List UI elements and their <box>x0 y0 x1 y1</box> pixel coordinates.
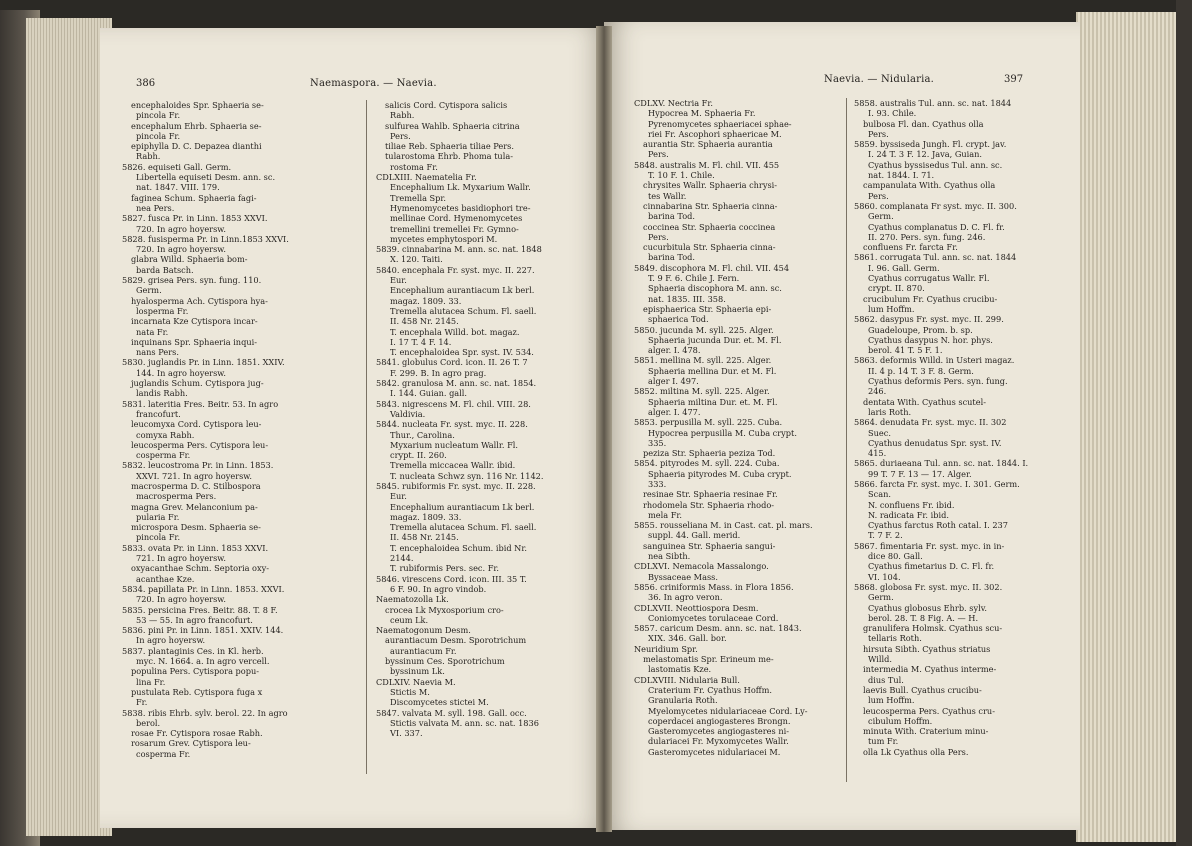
entry-line: N. radicata Fr. ibid. <box>868 509 949 520</box>
right-page-number: 397 <box>1004 74 1024 85</box>
entry-line: II. 458 Nr. 2145. <box>390 532 459 543</box>
entry-line: aurantiacum Desm. Sporotrichum <box>385 635 527 646</box>
entry-line: leucosperma Pers. Cytispora leu- <box>131 439 269 450</box>
entry-line: 5847. valvata M. syll. 198. Gall. occ. <box>376 707 527 718</box>
entry-line: pincola Fr. <box>136 130 181 141</box>
entry-line: glabra Willd. Sphaeria bom- <box>131 254 248 265</box>
entry-line: tiliae Reb. Sphaeria tiliae Pers. <box>385 141 514 152</box>
entry-line: lina Fr. <box>136 676 166 687</box>
left-column-2 <box>376 100 543 738</box>
entry-line: barda Batsch. <box>136 264 194 275</box>
entry-line: 5848. australis M. Fl. chil. VII. 455 <box>634 159 780 170</box>
entry-line: T. rubiformis Pers. sec. Fr. <box>390 563 500 574</box>
entry-line: rostoma Fr. <box>390 161 438 172</box>
entry-line: cucurbitula Str. Sphaeria cinna- <box>643 242 776 253</box>
entry-line: coperdacei angiogasteres Brongn. <box>648 715 791 726</box>
entry-line: laris Roth. <box>868 406 912 417</box>
entry-line: 720. In agro hoyersw. <box>136 244 226 255</box>
entry-line: Discomycetes stictei M. <box>390 697 489 708</box>
entry-line: T. 10 F. 1. Chile. <box>648 170 715 181</box>
entry-line: magna Grev. Melanconium pa- <box>131 501 258 512</box>
entry-line: Suec. <box>868 427 891 438</box>
right-column-1 <box>634 98 813 757</box>
entry-line: T. 9 F. 6. Chile J. Fern. <box>648 273 740 284</box>
entry-line: Pyrenomycetes sphaeriacei sphae- <box>648 118 792 129</box>
entry-line: episphaerica Str. Sphaeria epi- <box>643 303 772 314</box>
entry-line: encephaloides Spr. Sphaeria se- <box>131 100 264 110</box>
entry-line: alger I. 497. <box>648 376 699 387</box>
entry-line: aurantiacum Fr. <box>390 645 457 656</box>
entry-line: Gasteromycetes angiogasteres ni- <box>648 726 789 737</box>
entry-line: Germ. <box>136 285 162 296</box>
entry-line: dentata With. Cyathus scutel- <box>863 396 986 407</box>
entry-line: tum Fr. <box>868 736 899 747</box>
entry-line: pincola Fr. <box>136 532 181 543</box>
entry-line: 5861. corrugata Tul. ann. sc. nat. 1844 <box>854 252 1017 263</box>
entry-line: confluens Fr. farcta Fr. <box>863 242 958 253</box>
entry-line: dulariacei Fr. Myxomycetes Wallr. <box>648 736 789 747</box>
entry-line: hyalosperma Ach. Cytispora hya- <box>131 295 268 306</box>
entry-line: crocea Lk Myxosporium cro- <box>385 604 504 615</box>
entry-line: 721. In agro hoyersw. <box>136 553 226 564</box>
entry-line: I. 144. Guian. gall. <box>390 388 468 399</box>
entry-line: laevis Bull. Cyathus crucibu- <box>863 684 982 695</box>
entry-line: Tremella alutacea Schum. Fl. saell. <box>390 522 537 533</box>
entry-line: 144. In agro hoyersw. <box>136 367 226 378</box>
entry-line: francofurt. <box>136 408 181 419</box>
entry-line: macrosperma Pers. <box>136 491 217 502</box>
entry-line: barina Tod. <box>648 211 696 222</box>
entry-line: CDLXV. Nectria Fr. <box>634 98 713 108</box>
entry-line: 5852. miltina M. syll. 225. Alger. <box>634 386 770 397</box>
entry-line: Pers. <box>868 128 889 139</box>
entry-line: lum Hoffm. <box>868 303 915 314</box>
entry-line: magaz. 1809. 33. <box>390 511 462 522</box>
entry-line: tellaris Roth. <box>868 633 922 644</box>
entry-line: magaz. 1809. 33. <box>390 295 462 306</box>
entry-line: berol. <box>136 717 161 728</box>
entry-line: Sphaeria discophora M. ann. sc. <box>648 283 782 294</box>
entry-line: Coniomycetes torulaceae Cord. <box>648 612 779 623</box>
entry-line: bulbosa Fl. dan. Cyathus olla <box>863 118 984 129</box>
entry-line: intermedia M. Cyathus interme- <box>863 664 997 675</box>
entry-line: Tremella Spr. <box>390 192 447 203</box>
entry-line: lastomatis Kze. <box>648 664 712 675</box>
entry-line: mela Fr. <box>648 509 683 520</box>
entry-line: rosae Fr. Cytispora rosae Rabh. <box>131 728 263 739</box>
entry-line: tremellini tremellei Fr. Gymno- <box>390 223 519 234</box>
entry-line: T. encephala Willd. bot. magaz. <box>390 326 520 337</box>
entry-line: byssinum Ces. Sporotrichum <box>385 656 505 667</box>
entry-line: 5864. denudata Fr. syst. myc. II. 302 <box>854 417 1007 428</box>
entry-line: 5842. granulosa M. ann. sc. nat. 1854. <box>376 378 537 389</box>
entry-line: 5836. pini Pr. in Linn. 1851. XXIV. 144. <box>122 625 284 636</box>
entry-line: 5868. globosa Fr. syst. myc. II. 302. <box>854 581 1003 592</box>
entry-line: Cyathus complanatus D. C. Fl. fr. <box>868 221 1005 232</box>
entry-line: Libertella equiseti Desm. ann. sc. <box>136 172 276 183</box>
entry-line: Sphaeria miltina Dur. et. M. Fl. <box>648 396 778 407</box>
entry-line: CDLXVIII. Nidularia Bull. <box>634 674 740 685</box>
entry-line: Cyathus farctus Roth catal. I. 237 <box>868 520 1008 531</box>
entry-line: T. 7 F. 2. <box>868 530 903 541</box>
entry-line: cinnabarina Str. Sphaeria cinna- <box>643 200 778 211</box>
entry-line: Stictis M. <box>390 686 430 697</box>
entry-line: alger. I. 478. <box>648 345 701 356</box>
entry-line: 99 T. 7 F. 13 — 17. Alger. <box>868 468 972 479</box>
entry-line: nans Pers. <box>136 347 179 358</box>
entry-line: 5860. complanata Fr syst. myc. II. 300. <box>854 200 1017 211</box>
entry-line: Germ. <box>868 592 894 603</box>
entry-line: 5833. ovata Pr. in Linn. 1853 XXVI. <box>122 542 269 553</box>
entry-line: 5846. virescens Cord. icon. III. 35 T. <box>376 573 527 584</box>
entry-line: 5857. caricum Desm. ann. sc. nat. 1843. <box>634 623 802 634</box>
entry-line: Encephalium aurantiacum Lk berl. <box>390 285 535 296</box>
entry-line: Cyathus globosus Ehrb. sylv. <box>868 602 987 613</box>
entry-line: lum Hoffm. <box>868 695 915 706</box>
entry-line: II. 458 Nr. 2145. <box>390 316 459 327</box>
column-rule <box>846 98 847 782</box>
entry-line: In agro hoyersw. <box>136 635 206 646</box>
entry-line: 5849. discophora M. Fl. chil. VII. 454 <box>634 262 790 273</box>
entry-line: 5850. jucunda M. syll. 225. Alger. <box>634 324 774 335</box>
entry-line: Cyathus corrugatus Wallr. Fl. <box>868 273 990 284</box>
entry-line: 5829. grisea Pers. syn. fung. 110. <box>122 275 262 286</box>
entry-line: minuta With. Craterium minu- <box>863 726 989 737</box>
entry-line: Scan. <box>868 489 891 500</box>
entry-line: cosperma Fr. <box>136 748 191 759</box>
entry-line: 6 F. 90. In agro vindob. <box>390 583 487 594</box>
entry-line: Tremella alutacea Schum. Fl. saell. <box>390 305 537 316</box>
entry-line: suppl. 44. Gall. merid. <box>648 530 741 541</box>
entry-line: 246. <box>868 386 887 397</box>
entry-line: Pers. <box>868 190 889 201</box>
page-edges-right <box>1076 12 1180 842</box>
right-column-2 <box>854 98 1028 757</box>
left-page-number: 386 <box>136 78 156 89</box>
entry-line: T. encephaloidea Schum. ibid Nr. <box>390 542 527 553</box>
entry-line: I. 93. Chile. <box>868 108 917 119</box>
entry-line: nea Pers. <box>136 202 175 213</box>
entry-line: olla Lk Cyathus olla Pers. <box>863 746 969 757</box>
entry-line: Byssaceae Mass. <box>648 571 718 582</box>
entry-line: rosarum Grev. Cytispora leu- <box>131 738 251 749</box>
entry-line: 5843. nigrescens M. Fl. chil. VIII. 28. <box>376 398 531 409</box>
entry-line: Sphaeria pityrodes M. Cuba crypt. <box>648 468 792 479</box>
entry-line: 5835. persicina Fres. Beitr. 88. T. 8 F. <box>122 604 278 615</box>
entry-line: nata Fr. <box>136 326 169 337</box>
entry-line: nat. 1847. VIII. 179. <box>136 182 220 193</box>
entry-line: Cyathus deformis Pers. syn. fung. <box>868 376 1008 387</box>
entry-line: hirsuta Sibth. Cyathus striatus <box>863 643 991 654</box>
entry-line: resinae Str. Sphaeria resinae Fr. <box>643 489 778 500</box>
entry-line: I. 96. Gall. Germ. <box>868 262 940 273</box>
entry-line: 5853. perpusilla M. syll. 225. Cuba. <box>634 417 783 428</box>
entry-line: Thur., Carolina. <box>390 429 455 440</box>
entry-line: N. confluens Fr. ibid. <box>868 499 955 510</box>
entry-line: 5859. byssiseda Jungh. Fl. crypt. jav. <box>854 139 1007 150</box>
entry-line: Hypocrea perpusilla M. Cuba crypt. <box>648 427 797 438</box>
entry-line: tularostoma Ehrb. Phoma tula- <box>385 151 513 162</box>
entry-line: losperma Fr. <box>136 305 189 316</box>
entry-line: leucosperma Pers. Cyathus cru- <box>863 705 995 716</box>
entry-line: 5840. encephala Fr. syst. myc. II. 227. <box>376 264 535 275</box>
entry-line: berol. 28. T. 8 Fig. A. — H. <box>868 612 979 623</box>
entry-line: 5845. rubiformis Fr. syst. myc. II. 228. <box>376 480 536 491</box>
entry-line: 720. In agro hoyersw. <box>136 594 226 605</box>
entry-line: Craterium Fr. Cyathus Hoffm. <box>648 684 772 695</box>
entry-line: 5834. papillata Pr. in Linn. 1853. XXVI. <box>122 583 285 594</box>
entry-line: incarnata Kze Cytispora incar- <box>131 316 258 327</box>
entry-line: campanulata With. Cyathus olla <box>863 180 996 191</box>
entry-line: 5851. mellina M. syll. 225. Alger. <box>634 355 772 366</box>
entry-line: inquinans Spr. Sphaeria inqui- <box>131 336 257 347</box>
entry-line: 5863. deformis Willd. in Usteri magaz. <box>854 355 1015 366</box>
entry-line: 5826. equiseti Gall. Germ. <box>122 161 232 172</box>
entry-line: I. 24 T. 3 F. 12. Java, Guian. <box>868 149 983 160</box>
entry-line: Rabh. <box>390 110 415 121</box>
entry-line: crucibulum Fr. Cyathus crucibu- <box>863 293 998 304</box>
entry-line: epiphylla D. C. Depazea dianthi <box>131 141 262 152</box>
entry-line: aurantia Str. Sphaeria aurantia <box>643 139 773 150</box>
entry-line: nat. 1835. III. 358. <box>648 293 726 304</box>
entry-line: dius Tul. <box>868 674 904 685</box>
entry-line: Naematogonum Desm. <box>376 625 471 636</box>
entry-line: 5839. cinnabarina M. ann. sc. nat. 1848 <box>376 244 542 255</box>
entry-line: riei Fr. Ascophori sphaericae M. <box>648 128 782 139</box>
left-page <box>100 28 608 828</box>
entry-line: acanthae Kze. <box>136 573 195 584</box>
entry-line: populina Pers. Cytispora popu- <box>131 666 260 677</box>
entry-line: Germ. <box>868 211 894 222</box>
entry-line: 5865. duriaeana Tul. ann. sc. nat. 1844. I. <box>854 458 1029 469</box>
column-rule <box>366 100 367 774</box>
entry-line: granulifera Holmsk. Cyathus scu- <box>863 623 1003 634</box>
entry-line: II. 4 p. 14 T. 3 F. 8. Germ. <box>868 365 974 376</box>
book-gutter <box>596 26 612 832</box>
entry-line: 5855. rousseliana M. in Cast. cat. pl. mars. <box>634 520 813 531</box>
entry-line: Cyathus byssisedus Tul. ann. sc. <box>868 159 1003 170</box>
entry-line: Rabh. <box>136 151 161 162</box>
entry-line: crypt. II. 260. <box>390 450 447 461</box>
entry-line: Myelomycetes nidulariaceae Cord. Ly- <box>648 705 808 716</box>
entry-line: pincola Fr. <box>136 110 181 121</box>
entry-line: 53 — 55. In agro francofurt. <box>136 614 253 625</box>
entry-line: VI. 337. <box>390 728 423 739</box>
entry-line: 5837. plantaginis Ces. in Kl. herb. <box>122 645 264 656</box>
entry-line: CDLXVI. Nemacola Massalongo. <box>634 561 769 572</box>
entry-line: Cyathus denudatus Spr. syst. IV. <box>868 437 1002 448</box>
entry-line: Gasteromycetes nidulariacei M. <box>648 746 781 757</box>
entry-line: ceum Lk. <box>390 614 429 625</box>
entry-line: Myxarium nucleatum Wallr. Fl. <box>390 439 519 450</box>
entry-line: 5862. dasypus Fr. syst. myc. II. 299. <box>854 314 1004 325</box>
entry-line: 5828. fusisperma Pr. in Linn.1853 XXVI. <box>122 233 289 244</box>
entry-line: 335. <box>648 437 667 448</box>
right-page <box>604 22 1080 830</box>
entry-line: Eur. <box>390 275 407 286</box>
entry-line: mellinae Cord. Hymenomycetes <box>390 213 523 224</box>
entry-line: F. 299. B. In agro prag. <box>390 367 487 378</box>
entry-line: encephalum Ehrb. Sphaeria se- <box>131 120 262 131</box>
entry-line: Stictis valvata M. ann. sc. nat. 1836 <box>390 717 539 728</box>
entry-line: macrosperma D. C. Stilbospora <box>131 480 261 491</box>
entry-line: peziza Str. Sphaeria peziza Tod. <box>643 448 776 459</box>
entry-line: Guadeloupe, Prom. b. sp. <box>868 324 973 335</box>
entry-line: Cyathus dasypus N. hor. phys. <box>868 334 993 345</box>
entry-line: X. 120. Taiti. <box>390 254 443 265</box>
entry-line: T. nucleata Schwz syn. 116 Nr. 1142. <box>390 470 544 481</box>
entry-line: barina Tod. <box>648 252 696 263</box>
entry-line: sulfurea Wahlb. Sphaeria citrina <box>385 120 520 131</box>
entry-line: Pers. <box>390 130 411 141</box>
entry-line: nat. 1844. I. 71. <box>868 170 935 181</box>
entry-line: Granularia Roth. <box>648 695 718 706</box>
entry-line: oxyacanthae Schm. Septoria oxy- <box>131 563 269 574</box>
entry-line: CDLXVII. Neottiospora Desm. <box>634 602 759 613</box>
entry-line: coccinea Str. Sphaeria coccinea <box>643 221 776 232</box>
entry-line: landis Rabh. <box>136 388 188 399</box>
entry-line: alger. I. 477. <box>648 406 701 417</box>
entry-line: Pers. <box>648 149 669 160</box>
entry-line: XXVI. 721. In agro hoyersw. <box>136 470 252 481</box>
entry-line: Willd. <box>868 654 892 665</box>
entry-line: Neuridium Spr. <box>634 643 698 654</box>
book-cover-right <box>1176 0 1192 846</box>
left-running-head: Naemaspora. — Naevia. <box>310 78 437 89</box>
entry-line: cosperma Fr. <box>136 450 191 461</box>
left-column-1 <box>122 100 289 759</box>
entry-line: dice 80. Gall. <box>868 551 923 562</box>
entry-line: CDLXIII. Naematelia Fr. <box>376 172 477 183</box>
entry-line: Sphaeria jucunda Dur. et. M. Fl. <box>648 334 782 345</box>
entry-line: faginea Schum. Sphaeria fagi- <box>131 192 257 203</box>
entry-line: pularia Fr. <box>136 511 180 522</box>
entry-line: 5841. globulus Cord. icon. II. 26 T. 7 <box>376 357 528 368</box>
entry-line: chrysites Wallr. Sphaeria chrysi- <box>643 180 778 191</box>
entry-line: 5844. nucleata Fr. syst. myc. II. 228. <box>376 419 528 430</box>
entry-line: crypt. II. 870. <box>868 283 925 294</box>
entry-line: microspora Desm. Sphaeria se- <box>131 522 261 533</box>
entry-line: 333. <box>648 478 667 489</box>
entry-line: Fr. <box>136 697 148 708</box>
entry-line: Encephalium Lk. Myxarium Wallr. <box>390 182 531 193</box>
entry-line: Hypocrea M. Sphaeria Fr. <box>648 108 756 119</box>
entry-line: Hymenomycetes basidiophori tre- <box>390 202 531 213</box>
entry-line: Tremella miccacea Wallr. ibid. <box>390 460 516 471</box>
entry-line: pustulata Reb. Cytispora fuga x <box>131 686 263 697</box>
entry-line: 5856. criniformis Mass. in Flora 1856. <box>634 581 794 592</box>
entry-line: rhodomela Str. Sphaeria rhodo- <box>643 499 775 510</box>
entry-line: comyxa Rabh. <box>136 429 195 440</box>
entry-line: 5867. fimentaria Fr. syst. myc. in in- <box>854 540 1005 551</box>
entry-line: berol. 41 T. 5 F. 1. <box>868 345 943 356</box>
entry-line: T. encephaloidea Spr. syst. IV. 534. <box>390 347 534 358</box>
entry-line: 2144. <box>390 553 414 564</box>
entry-line: 5827. fusca Pr. in Linn. 1853 XXVI. <box>122 213 268 224</box>
entry-line: tes Wallr. <box>648 190 687 201</box>
entry-line: 5831. lateritia Fres. Beitr. 53. In agro <box>122 398 279 409</box>
entry-line: mycetes emphytospori M. <box>390 233 498 244</box>
entry-line: sanguinea Str. Sphaeria sangui- <box>643 540 776 551</box>
entry-line: nea Sibth. <box>648 551 691 562</box>
entry-line: VI. 104. <box>868 571 901 582</box>
entry-line: Valdivia. <box>390 408 426 419</box>
entry-line: melastomatis Spr. Erineum me- <box>643 654 774 665</box>
right-running-head: Naevia. — Nidularia. <box>824 74 935 85</box>
entry-line: 5838. ribis Ehrb. sylv. berol. 22. In agro <box>122 707 288 718</box>
entry-line: I. 17 T. 4 F. 14. <box>390 336 452 347</box>
entry-line: 5830. juglandis Pr. in Linn. 1851. XXIV. <box>122 357 285 368</box>
entry-line: salicis Cord. Cytispora salicis <box>385 100 508 110</box>
entry-line: XIX. 346. Gall. bor. <box>648 633 727 644</box>
entry-line: sphaerica Tod. <box>648 314 709 325</box>
entry-line: cibulum Hoffm. <box>868 715 933 726</box>
entry-line: 5866. farcta Fr. syst. myc. I. 301. Germ. <box>854 478 1020 489</box>
entry-line: 720. In agro hoyersw. <box>136 223 226 234</box>
entry-line: II. 270. Pers. syn. fung. 246. <box>868 231 986 242</box>
entry-line: 5854. pityrodes M. syll. 224. Cuba. <box>634 458 780 469</box>
entry-line: Pers. <box>648 231 669 242</box>
entry-line: 415. <box>868 448 887 459</box>
entry-line: leucomyxa Cord. Cytispora leu- <box>131 419 262 430</box>
entry-line: 5858. australis Tul. ann. sc. nat. 1844 <box>854 98 1012 108</box>
entry-line: juglandis Schum. Cytispora jug- <box>131 378 264 389</box>
entry-line: Eur. <box>390 491 407 502</box>
entry-line: 36. In agro veron. <box>648 592 723 603</box>
entry-line: Cyathus fimetarius D. C. Fl. fr. <box>868 561 995 572</box>
entry-line: myc. N. 1664. a. In agro vercell. <box>136 656 270 667</box>
entry-line: CDLXIV. Naevia M. <box>376 676 456 687</box>
entry-line: Encephalium aurantiacum Lk berl. <box>390 501 535 512</box>
entry-line: Sphaeria mellina Dur. et M. Fl. <box>648 365 777 376</box>
entry-line: 5832. leucostroma Pr. in Linn. 1853. <box>122 460 274 471</box>
entry-line: Naematozolla Lk. <box>376 594 449 605</box>
entry-line: byssinum Lk. <box>390 666 445 677</box>
